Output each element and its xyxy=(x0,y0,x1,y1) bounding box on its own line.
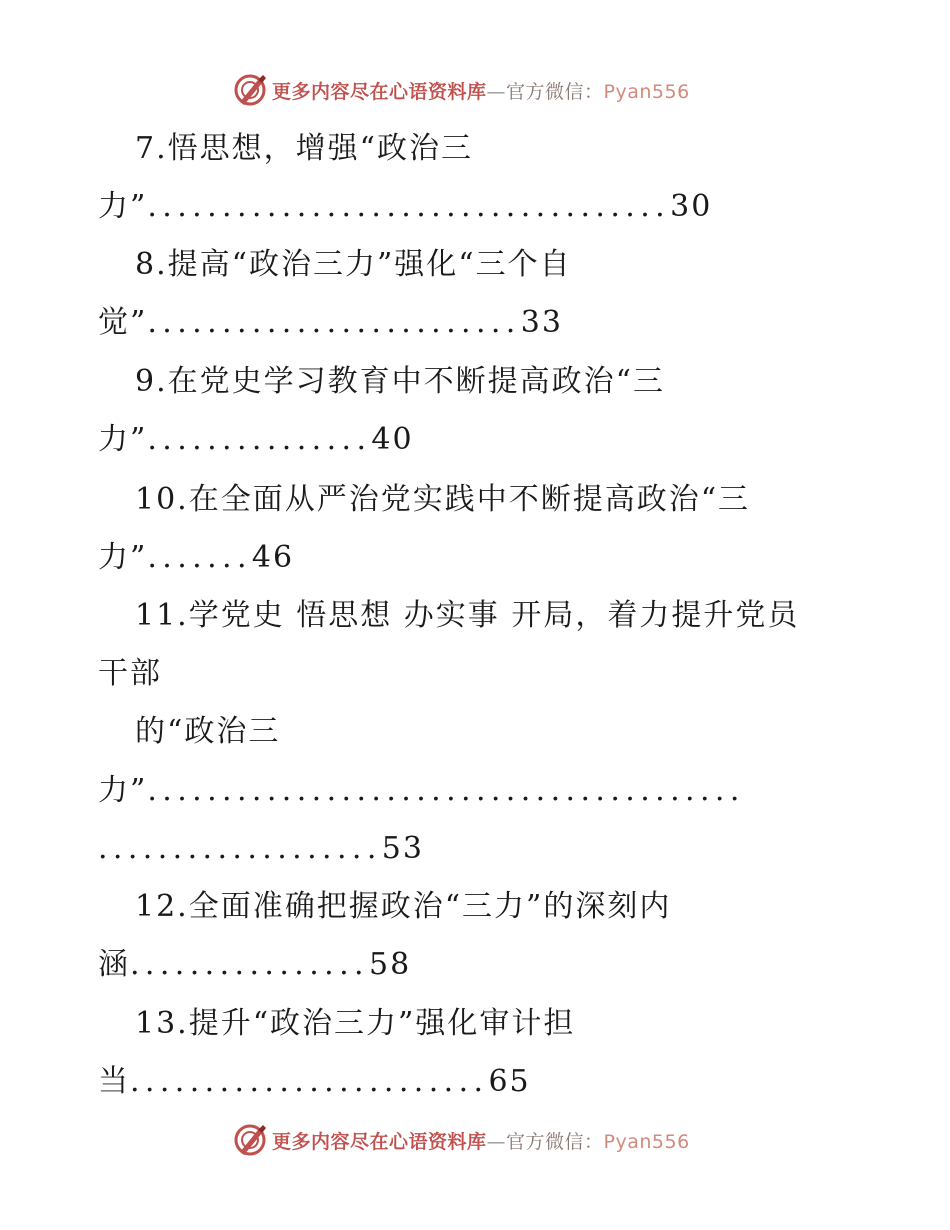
toc-entry-10-leader xyxy=(98,538,294,578)
brush-seal-logo-icon xyxy=(232,72,268,108)
toc-entry-13-title: 13.提升“政治三力”强化审计担 xyxy=(135,1006,576,1041)
toc-page-number: 58 xyxy=(368,947,412,982)
toc-dot-leader: ......................... xyxy=(147,305,521,340)
banner-wechat-id: Pyan556 xyxy=(603,81,690,103)
toc-entry-13-leader xyxy=(98,1062,531,1102)
toc-entry-tail: 涵 xyxy=(98,947,130,982)
toc-entry-11-title-cont2: 的“政治三 xyxy=(135,714,281,749)
toc-dot-leader: ................................... xyxy=(147,189,671,224)
banner-dash: — xyxy=(486,1131,507,1153)
toc-entry-9-title: 9.在党史学习教育中不断提高政治“三 xyxy=(135,364,665,399)
toc-page-number: 53 xyxy=(381,831,424,866)
banner-wechat-id: Pyan556 xyxy=(603,1131,690,1153)
toc-dot-leader: ....... xyxy=(147,540,252,575)
banner-wechat-label: 官方微信： xyxy=(506,1131,604,1153)
toc-page-number: 30 xyxy=(670,189,713,224)
toc-entry-11-title-cont: 干部 xyxy=(98,656,162,691)
header-banner xyxy=(0,70,950,110)
toc-dot-leader: ........................................ xyxy=(147,773,745,808)
toc-dot-leader: ................ xyxy=(130,947,369,982)
toc-dot-leader: ................... xyxy=(98,831,382,866)
banner-dash: — xyxy=(486,81,507,103)
toc-dot-leader: ........................ xyxy=(130,1064,489,1099)
toc-entry-tail: 当 xyxy=(98,1064,130,1099)
toc-entry-tail: 力” xyxy=(98,422,148,457)
toc-page-number: 40 xyxy=(371,422,414,457)
toc-entry-9-leader xyxy=(98,420,414,460)
toc-dot-leader: ............... xyxy=(147,422,372,457)
toc-entry-8-leader xyxy=(98,303,563,343)
toc-entry-7-leader xyxy=(98,187,712,227)
toc-entry-11-title: 11.学党史 悟思想 办实事 开局，着力提升党员 xyxy=(135,598,800,633)
banner-lead: 更多内容尽在心语资料库 xyxy=(272,81,487,103)
toc-page-number: 65 xyxy=(488,1064,531,1099)
banner-text xyxy=(272,1127,690,1154)
toc-entry-tail: 力” xyxy=(98,189,148,224)
toc-entry-tail: 力” xyxy=(98,540,148,575)
toc-entry-8-title: 8.提高“政治三力”强化“三个自 xyxy=(135,247,572,282)
toc-entry-12-leader xyxy=(98,945,411,985)
toc-page-number: 46 xyxy=(251,540,295,575)
toc-entry-11-leader-cont xyxy=(98,829,424,869)
toc-entry-12-title: 12.全面准确把握政治“三力”的深刻内 xyxy=(135,889,672,924)
toc-entry-tail: 觉” xyxy=(98,305,148,340)
banner-wechat-label: 官方微信： xyxy=(506,81,604,103)
toc-entry-11-leader xyxy=(98,771,745,811)
brush-seal-logo-icon xyxy=(232,1122,268,1158)
banner-lead: 更多内容尽在心语资料库 xyxy=(272,1131,487,1153)
footer-banner xyxy=(0,1120,950,1160)
toc-entry-tail: 力” xyxy=(98,773,148,808)
toc-page-number: 33 xyxy=(520,305,563,340)
toc-entry-10-title: 10.在全面从严治党实践中不断提高政治“三 xyxy=(135,482,751,517)
banner-text xyxy=(272,77,690,104)
toc-entry-7-title: 7.悟思想，增强“政治三 xyxy=(135,131,473,166)
